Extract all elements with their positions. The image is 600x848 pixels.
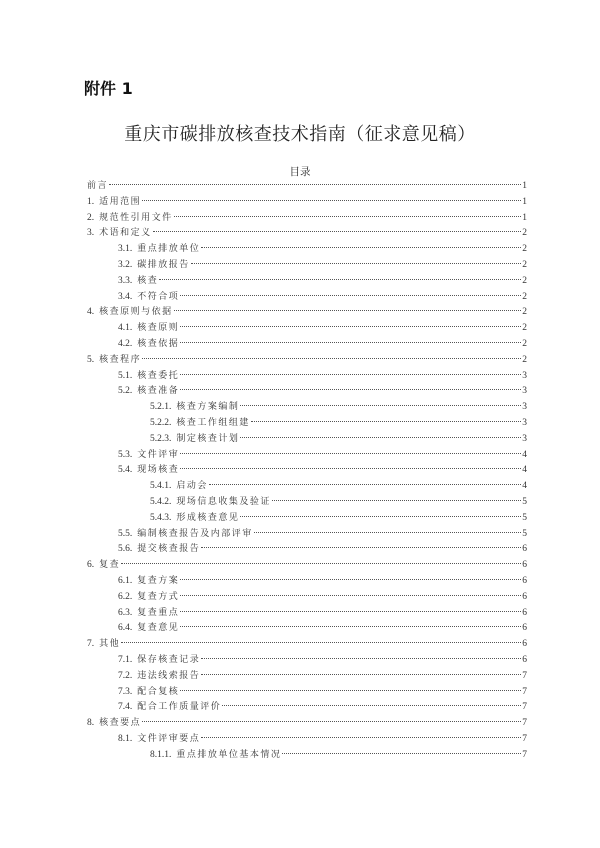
toc-entry[interactable] (87, 479, 527, 495)
toc-entry-page: 1 (522, 212, 527, 223)
toc-entry[interactable] (87, 590, 527, 606)
toc-entry-page: 2 (522, 244, 527, 255)
toc-entry[interactable] (87, 669, 527, 685)
toc-dot-leader (153, 231, 522, 232)
toc-entry[interactable] (87, 511, 527, 527)
toc-entry-label: 现场核查 (137, 465, 180, 476)
toc-entry-label: 违法线索报告 (137, 670, 201, 681)
toc-entry[interactable] (87, 558, 527, 574)
toc-entry-label: 核查委托 (137, 370, 180, 381)
toc-dot-leader (180, 611, 521, 612)
toc-entry-page: 7 (522, 670, 527, 681)
toc-entry-page: 5 (522, 528, 527, 539)
toc-entry-number: 5.2. (118, 386, 133, 397)
toc-entry-number: 3.2. (118, 259, 133, 270)
toc-entry-page: 3 (522, 370, 527, 381)
toc-entry[interactable] (87, 748, 527, 764)
toc-entry-page: 2 (522, 275, 527, 286)
toc-entry-page: 6 (522, 607, 527, 618)
toc-entry-number: 5.3. (118, 449, 133, 460)
toc-entry-label: 复查 (99, 560, 121, 571)
toc-entry-number: 5.5. (118, 528, 133, 539)
toc-dot-leader (282, 753, 521, 754)
toc-dot-leader (191, 263, 521, 264)
toc-entry[interactable] (87, 448, 527, 464)
toc-entry-label: 复查意见 (137, 623, 180, 634)
toc-entry[interactable] (87, 685, 527, 701)
toc-entry[interactable] (87, 416, 527, 432)
document-title: 重庆市碳排放核查技术指南（征求意见稿） (124, 124, 476, 145)
toc-dot-leader (121, 563, 521, 564)
toc-entry[interactable] (87, 258, 527, 274)
toc-entry-label: 复查重点 (137, 607, 180, 618)
toc-dot-leader (180, 468, 521, 469)
toc-entry-page: 2 (522, 291, 527, 302)
toc-dot-leader (222, 705, 521, 706)
toc-entry-page: 6 (522, 639, 527, 650)
toc-entry-number: 7.1. (118, 654, 133, 665)
toc-entry[interactable] (87, 574, 527, 590)
toc-entry-page: 3 (522, 417, 527, 428)
toc-entry[interactable] (87, 274, 527, 290)
toc-entry-number: 3.3. (118, 275, 133, 286)
toc-entry-page: 7 (522, 718, 527, 729)
toc-dot-leader (201, 247, 521, 248)
toc-dot-leader (142, 721, 521, 722)
toc-dot-leader (201, 547, 521, 548)
toc-entry-label: 核查方案编制 (176, 402, 240, 413)
toc-entry-number: 3.1. (118, 244, 133, 255)
toc-entry-label: 编制核查报告及内部评审 (137, 528, 253, 539)
toc-entry-label: 规范性引用文件 (99, 212, 173, 223)
toc-entry-label: 核查原则与依据 (99, 307, 173, 318)
toc-entry-number: 5.2.3. (150, 433, 172, 444)
toc-entry-number: 5.4.3. (150, 512, 172, 523)
toc-entry[interactable] (87, 195, 527, 211)
toc-entry-page: 6 (522, 654, 527, 665)
toc-entry-label: 形成核查意见 (176, 512, 240, 523)
toc-dot-leader (142, 358, 521, 359)
toc-dot-leader (174, 216, 522, 217)
toc-entry-page: 6 (522, 575, 527, 586)
toc-entry-label: 重点排放单位 (137, 244, 201, 255)
toc-dot-leader (159, 279, 521, 280)
toc-entry-page: 6 (522, 560, 527, 571)
toc-dot-leader (109, 184, 521, 185)
toc-dot-leader (142, 200, 521, 201)
toc-entry[interactable] (87, 400, 527, 416)
toc-entry-label: 制定核查计划 (176, 433, 240, 444)
toc-entry-number: 4. (87, 307, 95, 318)
toc-entry-page: 6 (522, 544, 527, 555)
toc-entry[interactable] (87, 211, 527, 227)
toc-heading: 目录 (289, 166, 311, 178)
toc-entry-label: 文件评审要点 (137, 733, 201, 744)
toc-entry-number: 4.1. (118, 323, 133, 334)
toc-entry[interactable] (87, 305, 527, 321)
toc-entry[interactable] (87, 290, 527, 306)
toc-entry[interactable] (87, 321, 527, 337)
toc-entry-number: 7. (87, 639, 95, 650)
toc-entry-label: 碳排放报告 (137, 259, 190, 270)
toc-entry[interactable] (87, 653, 527, 669)
toc-entry-page: 1 (522, 196, 527, 207)
toc-entry[interactable] (87, 732, 527, 748)
toc-entry-number: 2. (87, 212, 95, 223)
toc-dot-leader (240, 437, 521, 438)
toc-entry[interactable] (87, 700, 527, 716)
toc-entry-label: 文件评审 (137, 449, 180, 460)
toc-entry[interactable] (87, 527, 527, 543)
toc-entry-label: 核查原则 (137, 323, 180, 334)
toc-dot-leader (240, 405, 521, 406)
toc-dot-leader (180, 295, 521, 296)
toc-dot-leader (180, 579, 521, 580)
toc-dot-leader (209, 484, 521, 485)
toc-entry-number: 8. (87, 718, 95, 729)
toc-entry[interactable] (87, 542, 527, 558)
toc-entry-label: 核查 (137, 275, 159, 286)
toc-entry-label: 配合工作质量评价 (137, 702, 222, 713)
toc-entry-number: 6. (87, 560, 95, 571)
toc-entry-number: 5.1. (118, 370, 133, 381)
toc-entry-label: 启动会 (176, 481, 208, 492)
toc-entry-page: 4 (522, 481, 527, 492)
toc-entry-label: 提交核查报告 (137, 544, 201, 555)
toc-entry-page: 5 (522, 496, 527, 507)
toc-entry-number: 5.2.1. (150, 402, 172, 413)
toc-entry-page: 2 (522, 259, 527, 270)
toc-dot-leader (180, 326, 521, 327)
toc-entry-number: 8.1.1. (150, 749, 172, 760)
toc-entry-number: 1. (87, 196, 95, 207)
toc-entry-number: 5.4.2. (150, 496, 172, 507)
toc-entry-label: 现场信息收集及验证 (176, 496, 271, 507)
toc-entry-label: 核查程序 (99, 354, 142, 365)
toc-entry[interactable] (87, 606, 527, 622)
toc-dot-leader (180, 626, 521, 627)
toc-dot-leader (180, 453, 521, 454)
toc-dot-leader (254, 532, 521, 533)
toc-entry-label: 保存核查记录 (137, 654, 201, 665)
toc-entry-label: 前言 (87, 181, 109, 191)
toc-entry-number: 6.3. (118, 607, 133, 618)
toc-entry[interactable] (87, 369, 527, 385)
toc-entry-label: 核查工作组组建 (176, 417, 250, 428)
toc-dot-leader (201, 674, 521, 675)
toc-entry-number: 8.1. (118, 733, 133, 744)
toc-dot-leader (251, 421, 521, 422)
toc-entry-page: 3 (522, 433, 527, 444)
toc-entry[interactable] (87, 637, 527, 653)
toc-entry-page: 7 (522, 686, 527, 697)
toc-dot-leader (174, 310, 522, 311)
toc-entry-page: 7 (522, 702, 527, 713)
table-of-contents (87, 179, 527, 763)
toc-entry-page: 3 (522, 402, 527, 413)
toc-dot-leader (180, 595, 521, 596)
toc-entry-page: 4 (522, 449, 527, 460)
toc-entry-label: 核查要点 (99, 718, 142, 729)
toc-entry-label: 核查准备 (137, 386, 180, 397)
toc-entry-number: 7.4. (118, 702, 133, 713)
toc-entry-number: 7.2. (118, 670, 133, 681)
toc-entry-label: 适用范围 (99, 196, 142, 207)
toc-entry-label: 核查依据 (137, 338, 180, 349)
toc-entry-number: 3. (87, 228, 95, 239)
toc-entry-page: 3 (522, 386, 527, 397)
attachment-label: 附件 1 (84, 79, 133, 98)
toc-entry-page: 7 (522, 733, 527, 744)
toc-entry-number: 5.2.2. (150, 417, 172, 428)
toc-dot-leader (180, 374, 521, 375)
toc-entry[interactable] (87, 621, 527, 637)
toc-entry-label: 其他 (99, 639, 121, 650)
toc-entry-number: 4.2. (118, 338, 133, 349)
toc-entry[interactable] (87, 432, 527, 448)
toc-dot-leader (121, 642, 521, 643)
toc-entry-page: 4 (522, 465, 527, 476)
toc-dot-leader (201, 737, 521, 738)
toc-entry-label: 术语和定义 (99, 228, 152, 239)
toc-entry-number: 6.2. (118, 591, 133, 602)
toc-entry-page: 2 (522, 323, 527, 334)
toc-entry-page: 6 (522, 623, 527, 634)
toc-entry-page: 2 (522, 307, 527, 318)
toc-entry[interactable] (87, 463, 527, 479)
toc-entry-page: 1 (522, 181, 527, 191)
toc-entry-page: 5 (522, 512, 527, 523)
toc-entry-number: 6.4. (118, 623, 133, 634)
toc-entry-label: 复查方式 (137, 591, 180, 602)
toc-dot-leader (240, 516, 521, 517)
toc-entry[interactable] (87, 716, 527, 732)
toc-entry-number: 3.4. (118, 291, 133, 302)
toc-entry[interactable] (87, 337, 527, 353)
toc-entry-page: 2 (522, 354, 527, 365)
toc-entry-number: 5.4. (118, 465, 133, 476)
toc-entry-label: 配合复核 (137, 686, 180, 697)
toc-dot-leader (180, 342, 521, 343)
toc-entry-number: 6.1. (118, 575, 133, 586)
toc-entry[interactable] (87, 226, 527, 242)
toc-entry-label: 复查方案 (137, 575, 180, 586)
toc-entry-number: 5. (87, 354, 95, 365)
toc-entry-page: 6 (522, 591, 527, 602)
toc-entry-label: 重点排放单位基本情况 (176, 749, 282, 760)
toc-dot-leader (201, 658, 521, 659)
toc-entry[interactable] (87, 384, 527, 400)
toc-entry[interactable] (87, 179, 527, 195)
toc-entry[interactable] (87, 353, 527, 369)
toc-entry-number: 5.6. (118, 544, 133, 555)
toc-dot-leader (180, 690, 521, 691)
toc-entry-number: 5.4.1. (150, 481, 172, 492)
toc-entry-page: 2 (522, 338, 527, 349)
toc-dot-leader (180, 389, 521, 390)
toc-entry[interactable] (87, 495, 527, 511)
toc-entry-number: 7.3. (118, 686, 133, 697)
toc-entry-label: 不符合项 (137, 291, 180, 302)
toc-dot-leader (272, 500, 521, 501)
toc-entry-page: 2 (522, 228, 527, 239)
toc-entry-page: 7 (522, 749, 527, 760)
toc-entry[interactable] (87, 242, 527, 258)
